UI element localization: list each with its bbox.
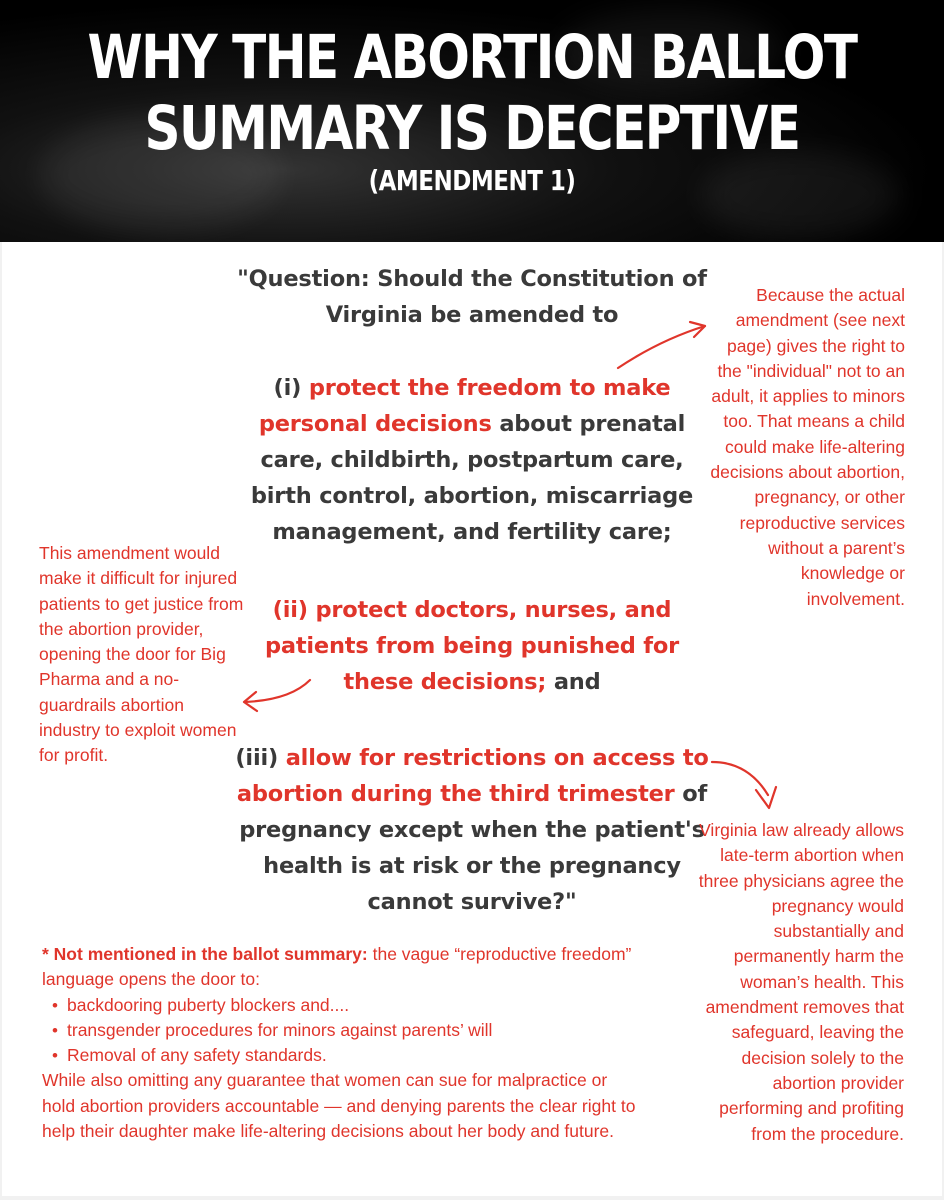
clause-3	[230, 740, 714, 920]
not-mentioned-list	[42, 993, 642, 1069]
clause-3-text: of pregnancy except when the patient's health is at risk or the pregnancy cannot survive?"	[239, 781, 708, 915]
clause-1	[230, 370, 714, 550]
list-item: • transgender procedures for minors against parents’ will	[58, 1018, 642, 1043]
clause-1-highlight: protect the freedom to make personal decisions	[258, 375, 671, 437]
question-intro-text: "Question: Should the Constitution of Virginia be amended to	[237, 266, 707, 328]
question-intro	[230, 261, 714, 333]
clause-1-number: (i)	[273, 375, 302, 401]
not-mentioned-closing: While also omitting any guarantee that women can sue for malpractice or hold abortion providers accountable — and denying parents the clear right to help their daughter make life-altering decisions about her body and future.	[42, 1070, 636, 1142]
clause-2-text: and	[553, 669, 601, 695]
page-title-line-2: SUMMARY IS DECEPTIVE	[144, 93, 800, 164]
page-subtitle: (AMENDMENT 1)	[368, 166, 576, 198]
clause-2	[230, 592, 714, 700]
not-mentioned-note	[42, 942, 642, 1144]
list-item: • Removal of any safety standards.	[58, 1043, 642, 1068]
not-mentioned-intro: the vague “reproductive freedom” language opens the door to:	[42, 944, 632, 990]
annotation-justice: This amendment would make it difficult for injured patients to get justice from the abortion provider, opening the door for Big Pharma and a no-guardrails abortion industry to exploit women for profit.	[39, 543, 244, 766]
not-mentioned-lead	[42, 942, 642, 993]
header-banner	[0, 0, 944, 242]
annotation-late-term: Virginia law already allows late-term abortion when three physicians agree the pregnancy would substantially and permanently harm the woman’s health. This amendment removes that safeguard, leaving the decision solely to the abortion provider performing and profiting from the procedure.	[698, 820, 904, 1144]
page-title-line-1: WHY THE ABORTION BALLOT	[87, 22, 857, 93]
clause-1-text: about prenatal care, childbirth, postpartum care, birth control, abortion, miscarriage management, and fertility care;	[250, 411, 694, 545]
clause-2-number: (ii)	[272, 597, 308, 623]
clause-3-number: (iii)	[235, 745, 279, 771]
clause-3-highlight: allow for restrictions on access to abortion during the third trimester	[236, 745, 709, 807]
clause-2-highlight: protect doctors, nurses, and patients from being punished for these decisions;	[264, 597, 680, 695]
not-mentioned-label: * Not mentioned in the ballot summary:	[42, 944, 368, 964]
annotation-minors: Because the actual amendment (see next page) gives the right to the "individual" not to an adult, it applies to minors too. That means a child could make life-altering decisions about abortion, pregnancy, or other reproductive services without a parent’s knowledge or involvement.	[710, 285, 905, 609]
list-item: • backdooring puberty blockers and....	[58, 993, 642, 1018]
